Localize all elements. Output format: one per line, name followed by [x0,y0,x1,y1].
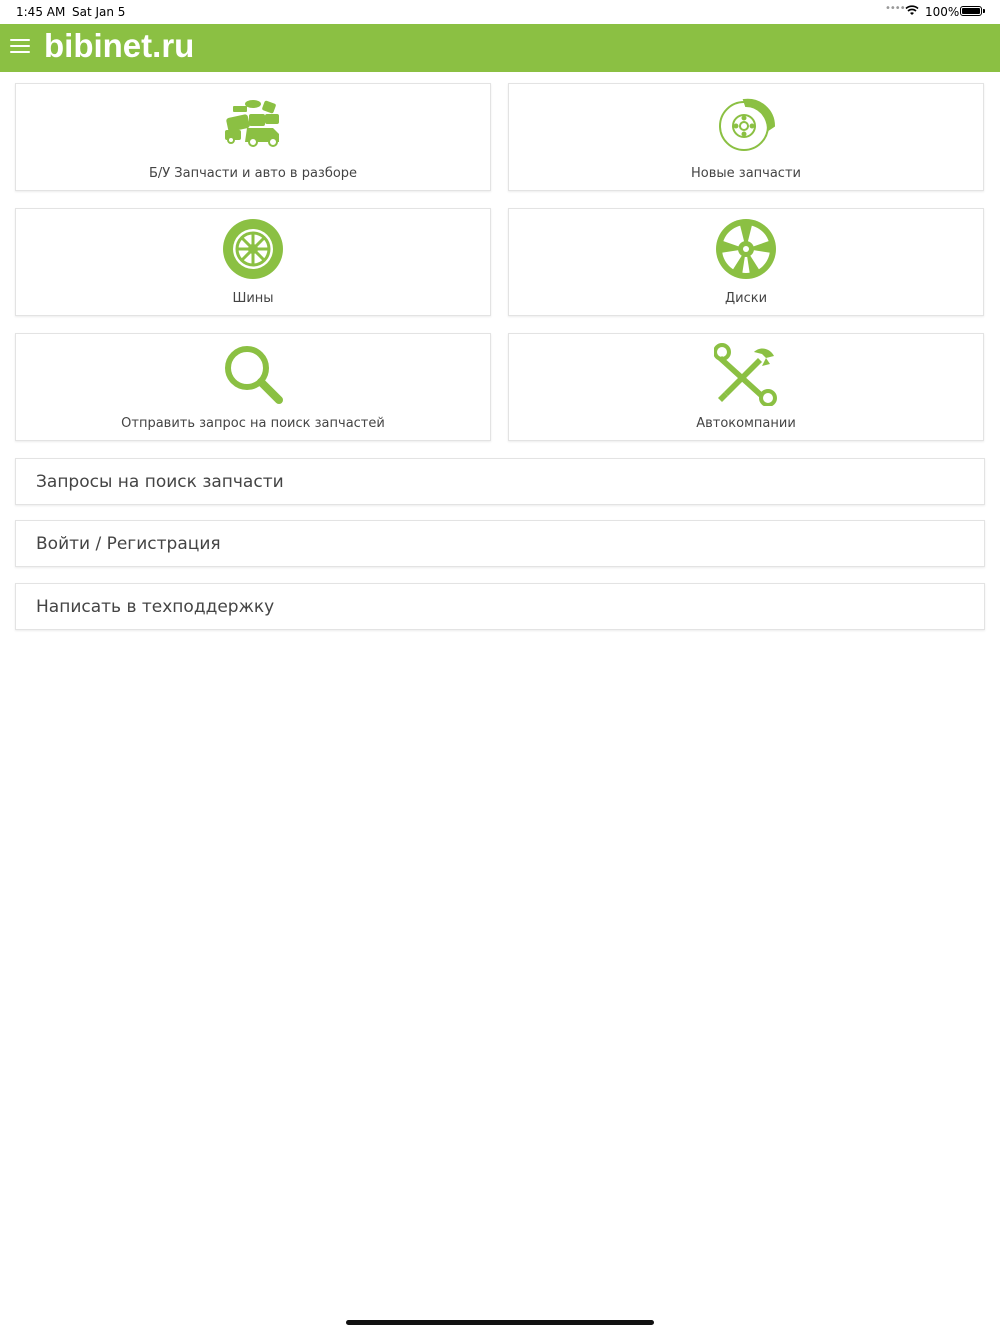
status-date: Sat Jan 5 [72,5,126,19]
wifi-icon [905,5,919,19]
menu-item-login-register[interactable] [15,520,985,567]
app-title: bibinet.ru [44,27,195,64]
menu-item-label: Войти / Регистрация [36,534,221,554]
signal-icon: •••• [885,3,905,14]
search-icon [221,342,285,406]
menu-item-support[interactable] [15,583,985,630]
tile-tires[interactable] [15,208,491,316]
battery-icon [960,6,982,16]
brake-disc-icon [714,92,778,156]
tile-label: Отправить запрос на поиск запчастей [121,416,385,431]
car-scrap-icon [221,92,285,156]
hamburger-menu-icon[interactable] [10,39,30,57]
tile-label: Новые запчасти [691,166,801,181]
menu-item-part-requests[interactable] [15,458,985,505]
tile-rims[interactable] [508,208,984,316]
battery-percent: 100% [925,5,960,19]
tile-label: Шины [232,291,274,306]
menu-item-label: Написать в техподдержку [36,597,275,617]
home-indicator[interactable] [346,1320,654,1325]
status-bar [0,0,1000,24]
tire-icon [221,217,285,281]
status-time: 1:45 AM [16,5,66,19]
tools-icon [714,342,778,406]
wheel-rim-icon [714,217,778,281]
app-header [0,24,1000,72]
menu-item-label: Запросы на поиск запчасти [36,472,284,492]
tile-used-parts[interactable] [15,83,491,191]
tile-send-request[interactable] [15,333,491,441]
tile-label: Б/У Запчасти и авто в разборе [148,166,358,181]
tile-label: Автокомпании [696,416,796,431]
tile-auto-companies[interactable] [508,333,984,441]
tile-label: Диски [724,291,768,306]
tile-new-parts[interactable] [508,83,984,191]
